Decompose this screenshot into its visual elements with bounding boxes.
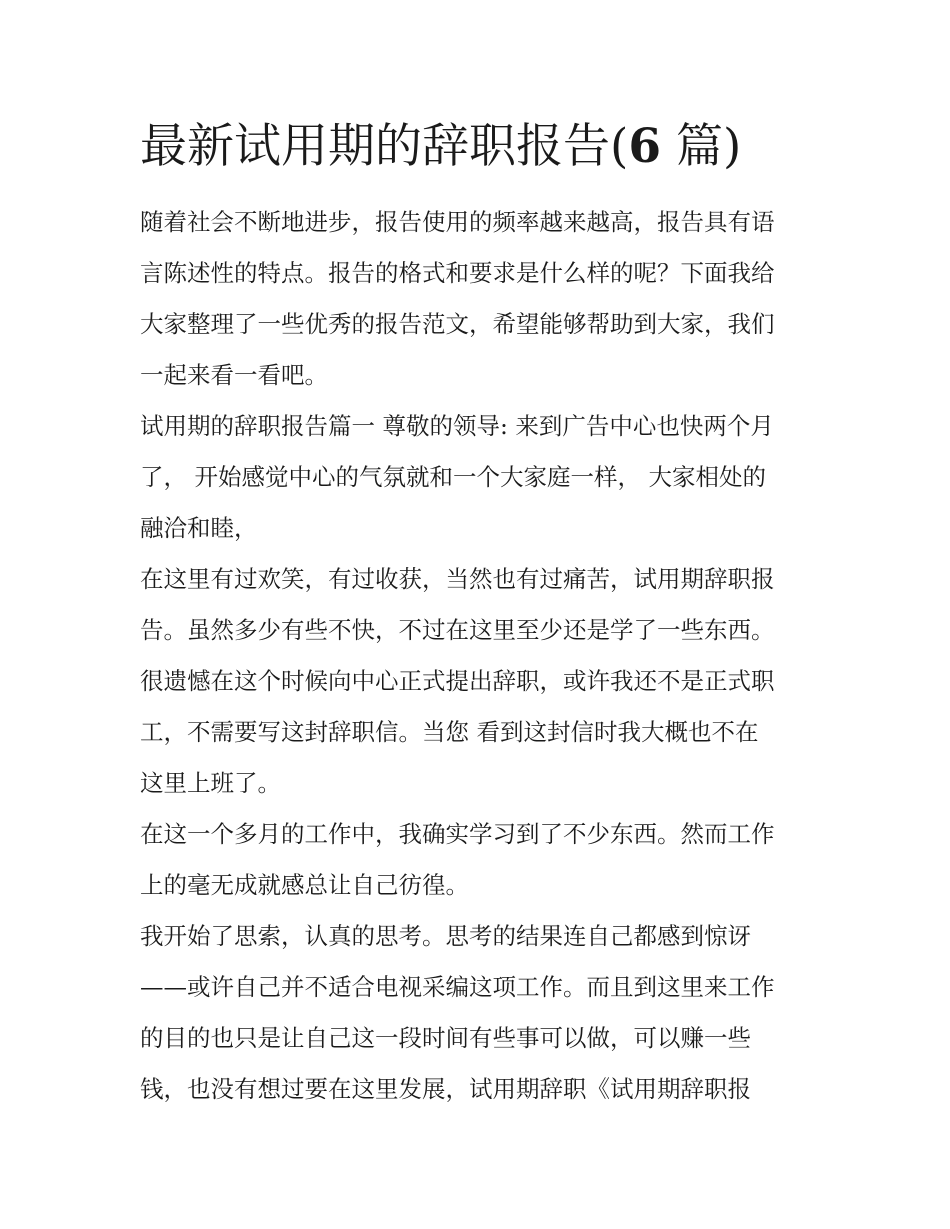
- body-line-3: 大家整理了一些优秀的报告范文，希望能够帮助到大家，我们: [140, 310, 775, 338]
- body-line-18: 钱，也没有想过要在这里发展，试用期辞职《试用期辞职报: [140, 1075, 751, 1103]
- body-line-8: 在这里有过欢笑，有过收获，当然也有过痛苦，试用期辞职报: [140, 565, 775, 593]
- body-line-1: 随着社会不断地进步，报告使用的频率越来越高，报告具有语: [140, 208, 775, 236]
- body-line-7: 融洽和睦，: [140, 514, 258, 542]
- body-line-6: 了， 开始感觉中心的气氛就和一个大家庭一样， 大家相处的: [140, 463, 766, 491]
- body-line-5: 试用期的辞职报告篇一 尊敬的领导: 来到广告中心也快两个月: [140, 412, 774, 440]
- body-line-13: 在这一个多月的工作中，我确实学习到了不少东西。然而工作: [140, 820, 775, 848]
- title-prefix: 最新试用期的辞职报告(: [140, 119, 629, 174]
- body-line-14: 上的毫无成就感总让自己彷徨。: [140, 871, 469, 899]
- page-title: [140, 112, 741, 182]
- body-line-11: 工，不需要写这封辞职信。当您 看到这封信时我大概也不在: [140, 718, 759, 746]
- body-line-2: 言陈述性的特点。报告的格式和要求是什么样的呢？下面我给: [140, 259, 775, 287]
- title-suffix: 篇): [661, 119, 742, 174]
- body-line-15: 我开始了思索，认真的思考。思考的结果连自己都感到惊讶: [140, 922, 751, 950]
- title-number: 6: [628, 119, 662, 174]
- body-line-16: ——或许自己并不适合电视采编这项工作。而且到这里来工作: [140, 973, 775, 1001]
- body-line-12: 这里上班了。: [140, 769, 281, 797]
- body-line-10: 很遗憾在这个时候向中心正式提出辞职，或许我还不是正式职: [140, 667, 775, 695]
- body-line-4: 一起来看一看吧。: [140, 361, 328, 389]
- body-line-9: 告。虽然多少有些不快，不过在这里至少还是学了一些东西。: [140, 616, 775, 644]
- body-line-17: 的目的也只是让自己这一段时间有些事可以做，可以赚一些: [140, 1024, 751, 1052]
